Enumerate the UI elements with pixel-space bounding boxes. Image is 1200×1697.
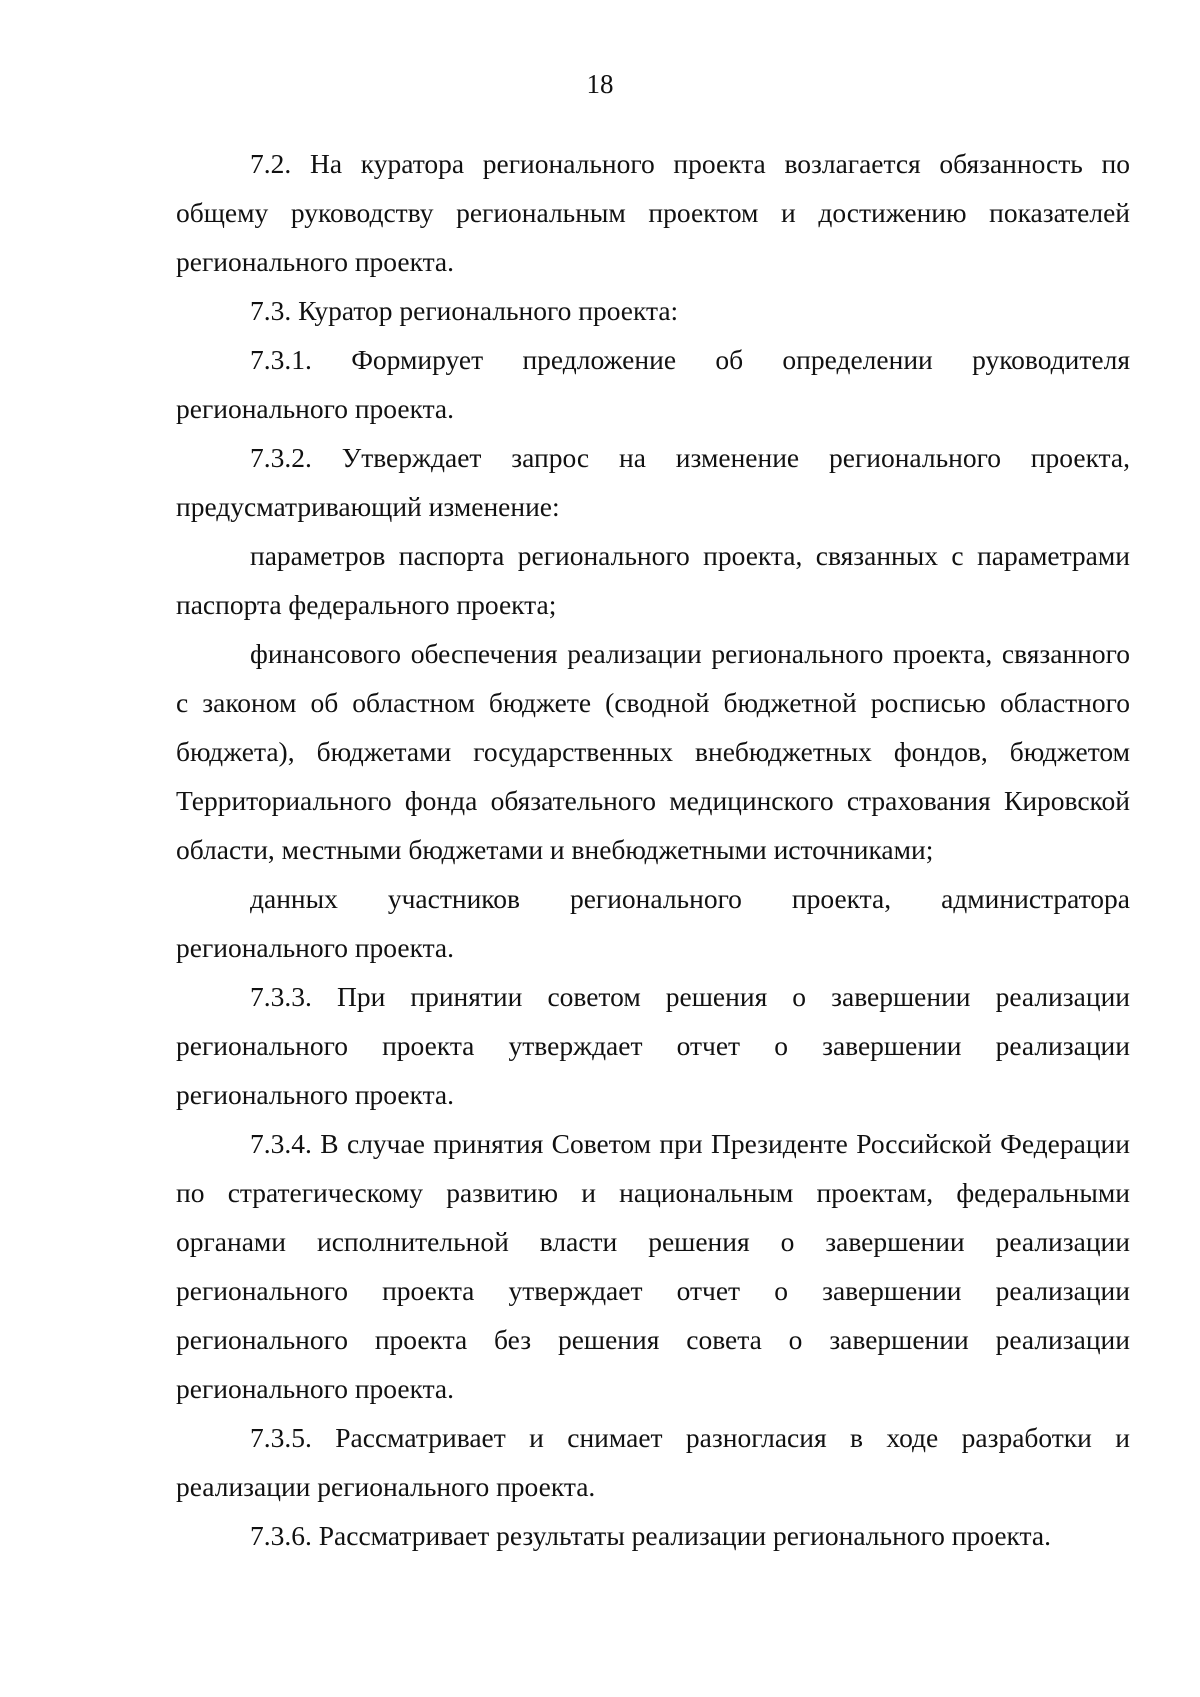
- document-body: [176, 139, 1130, 1560]
- paragraph-financial-support: финансового обеспечения реализации регионального проекта, связанного с законом об областном бюджете (сводной бюджетной росписью областного бюджета), бюджетами государственных внебюджетных фондов, бюджетом Территориального фонда обязательного медицинского страхования Кировской области, местными бюджетами и внебюджетными источниками;: [176, 638, 1130, 865]
- paragraph-participants-data: данных участников регионального проекта, администратора регионального проекта.: [176, 883, 1130, 963]
- paragraph-7-3-4: 7.3.4. В случае принятия Советом при Президенте Российской Федерации по стратегическому развитию и национальным проектам, федеральными органами исполнительной власти решения о завершении реализации регионального проекта утверждает отчет о завершении реализации регионального проекта без решения совета о завершении реализации регионального проекта.: [176, 1128, 1130, 1404]
- paragraph-7-2: 7.2. На куратора регионального проекта возлагается обязанность по общему руководству региональным проектом и достижению показателей регионального проекта.: [176, 148, 1130, 277]
- paragraph-passport-parameters: параметров паспорта регионального проекта, связанных с параметрами паспорта федерального проекта;: [176, 540, 1130, 620]
- page-number: 18: [586, 69, 614, 99]
- paragraph-7-3: 7.3. Куратор регионального проекта:: [250, 295, 679, 326]
- paragraph-7-3-5: 7.3.5. Рассматривает и снимает разногласия в ходе разработки и реализации регионального проекта.: [176, 1422, 1130, 1502]
- paragraph-7-3-3: 7.3.3. При принятии советом решения о завершении реализации регионального проекта утверждает отчет о завершении реализации регионального проекта.: [176, 981, 1130, 1110]
- paragraph-7-3-2: 7.3.2. Утверждает запрос на изменение регионального проекта, предусматривающий изменение:: [176, 442, 1130, 522]
- paragraph-7-3-6: 7.3.6. Рассматривает результаты реализации регионального проекта.: [250, 1520, 1051, 1551]
- paragraph-7-3-1: 7.3.1. Формирует предложение об определении руководителя регионального проекта.: [176, 344, 1130, 424]
